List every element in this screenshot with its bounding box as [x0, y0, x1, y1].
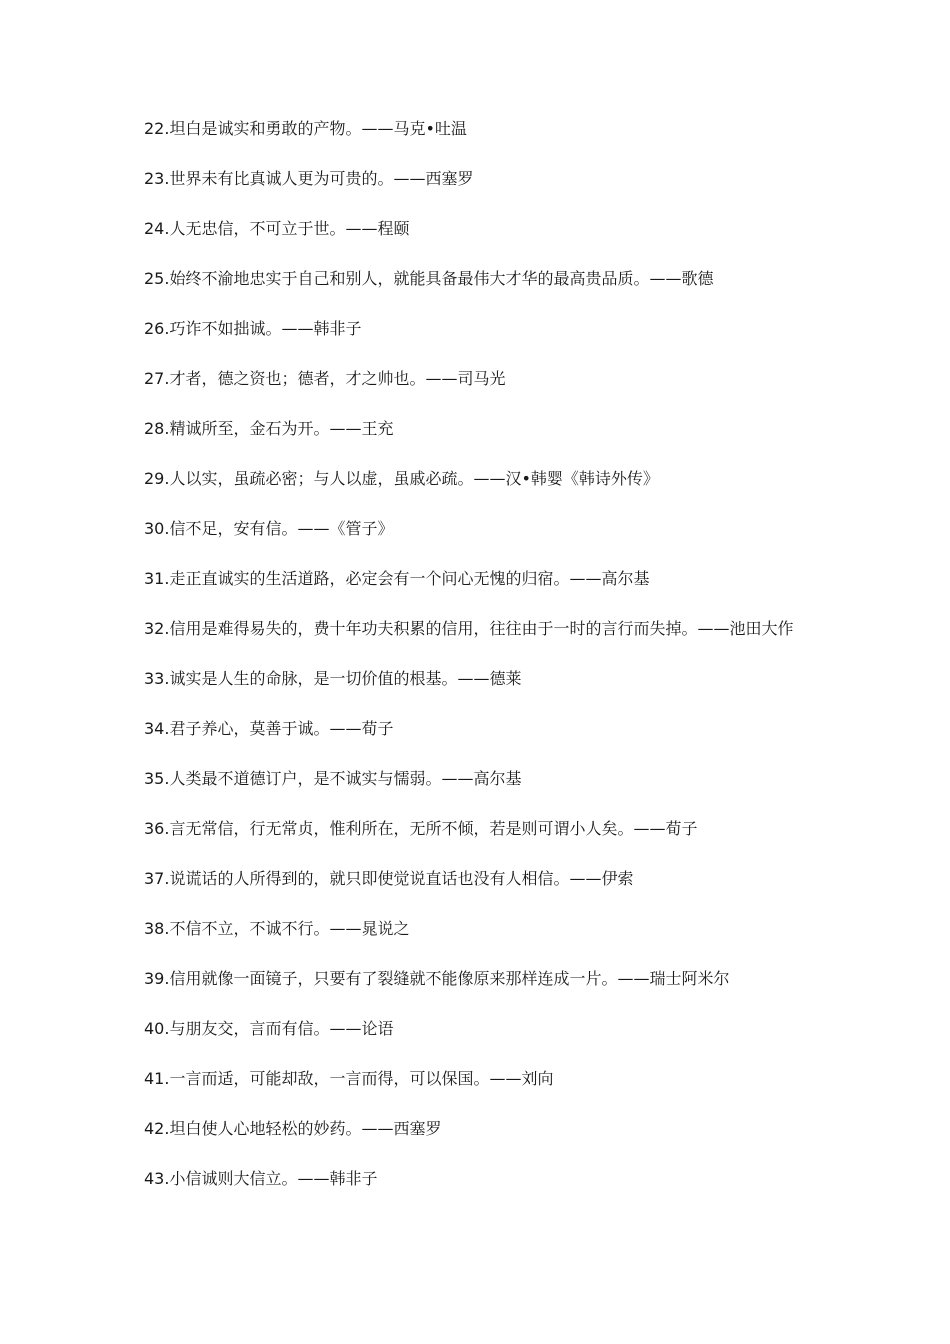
quote-42: 42.坦白使人心地轻松的妙药。——西塞罗: [144, 1119, 442, 1138]
quote-39: 39.信用就像一面镜子，只要有了裂缝就不能像原来那样连成一片。——瑞士阿米尔: [144, 969, 730, 988]
quote-30: 30.信不足，安有信。——《管子》: [144, 519, 394, 538]
quote-24: 24.人无忠信，不可立于世。——程颐: [144, 219, 410, 238]
quote-43: 43.小信诚则大信立。——韩非子: [144, 1169, 378, 1188]
quote-25: 25.始终不渝地忠实于自己和别人，就能具备最伟大才华的最高贵品质。——歌德: [144, 269, 714, 288]
quote-22: 22.坦白是诚实和勇敢的产物。——马克•吐温: [144, 119, 467, 138]
quote-list: [144, 116, 796, 1216]
quote-38: 38.不信不立，不诚不行。——晁说之: [144, 919, 410, 938]
quote-33: 33.诚实是人生的命脉，是一切价值的根基。——德莱: [144, 669, 522, 688]
quote-37: 37.说谎话的人所得到的，就只即使觉说直话也没有人相信。——伊索: [144, 869, 634, 888]
quote-27: 27.才者，德之资也；德者，才之帅也。——司马光: [144, 369, 506, 388]
quote-40: 40.与朋友交，言而有信。——论语: [144, 1019, 394, 1038]
quote-32: 32.信用是难得易失的，费十年功夫积累的信用，往往由于一时的言行而失掉。——池田大作: [144, 619, 794, 638]
quote-35: 35.人类最不道德订户，是不诚实与懦弱。——高尔基: [144, 769, 522, 788]
quote-26: 26.巧诈不如拙诚。——韩非子: [144, 319, 362, 338]
quote-34: 34.君子养心，莫善于诚。——荀子: [144, 719, 394, 738]
quote-23: 23.世界未有比真诚人更为可贵的。——西塞罗: [144, 169, 474, 188]
quote-31: 31.走正直诚实的生活道路，必定会有一个问心无愧的归宿。——高尔基: [144, 569, 650, 588]
quote-36: 36.言无常信，行无常贞，惟利所在，无所不倾，若是则可谓小人矣。——荀子: [144, 819, 698, 838]
quote-29: 29.人以实，虽疏必密；与人以虚，虽戚必疏。——汉•韩婴《韩诗外传》: [144, 469, 659, 488]
quote-41: 41.一言而适，可能却敌，一言而得，可以保国。——刘向: [144, 1069, 554, 1088]
quote-28: 28.精诚所至，金石为开。——王充: [144, 419, 394, 438]
